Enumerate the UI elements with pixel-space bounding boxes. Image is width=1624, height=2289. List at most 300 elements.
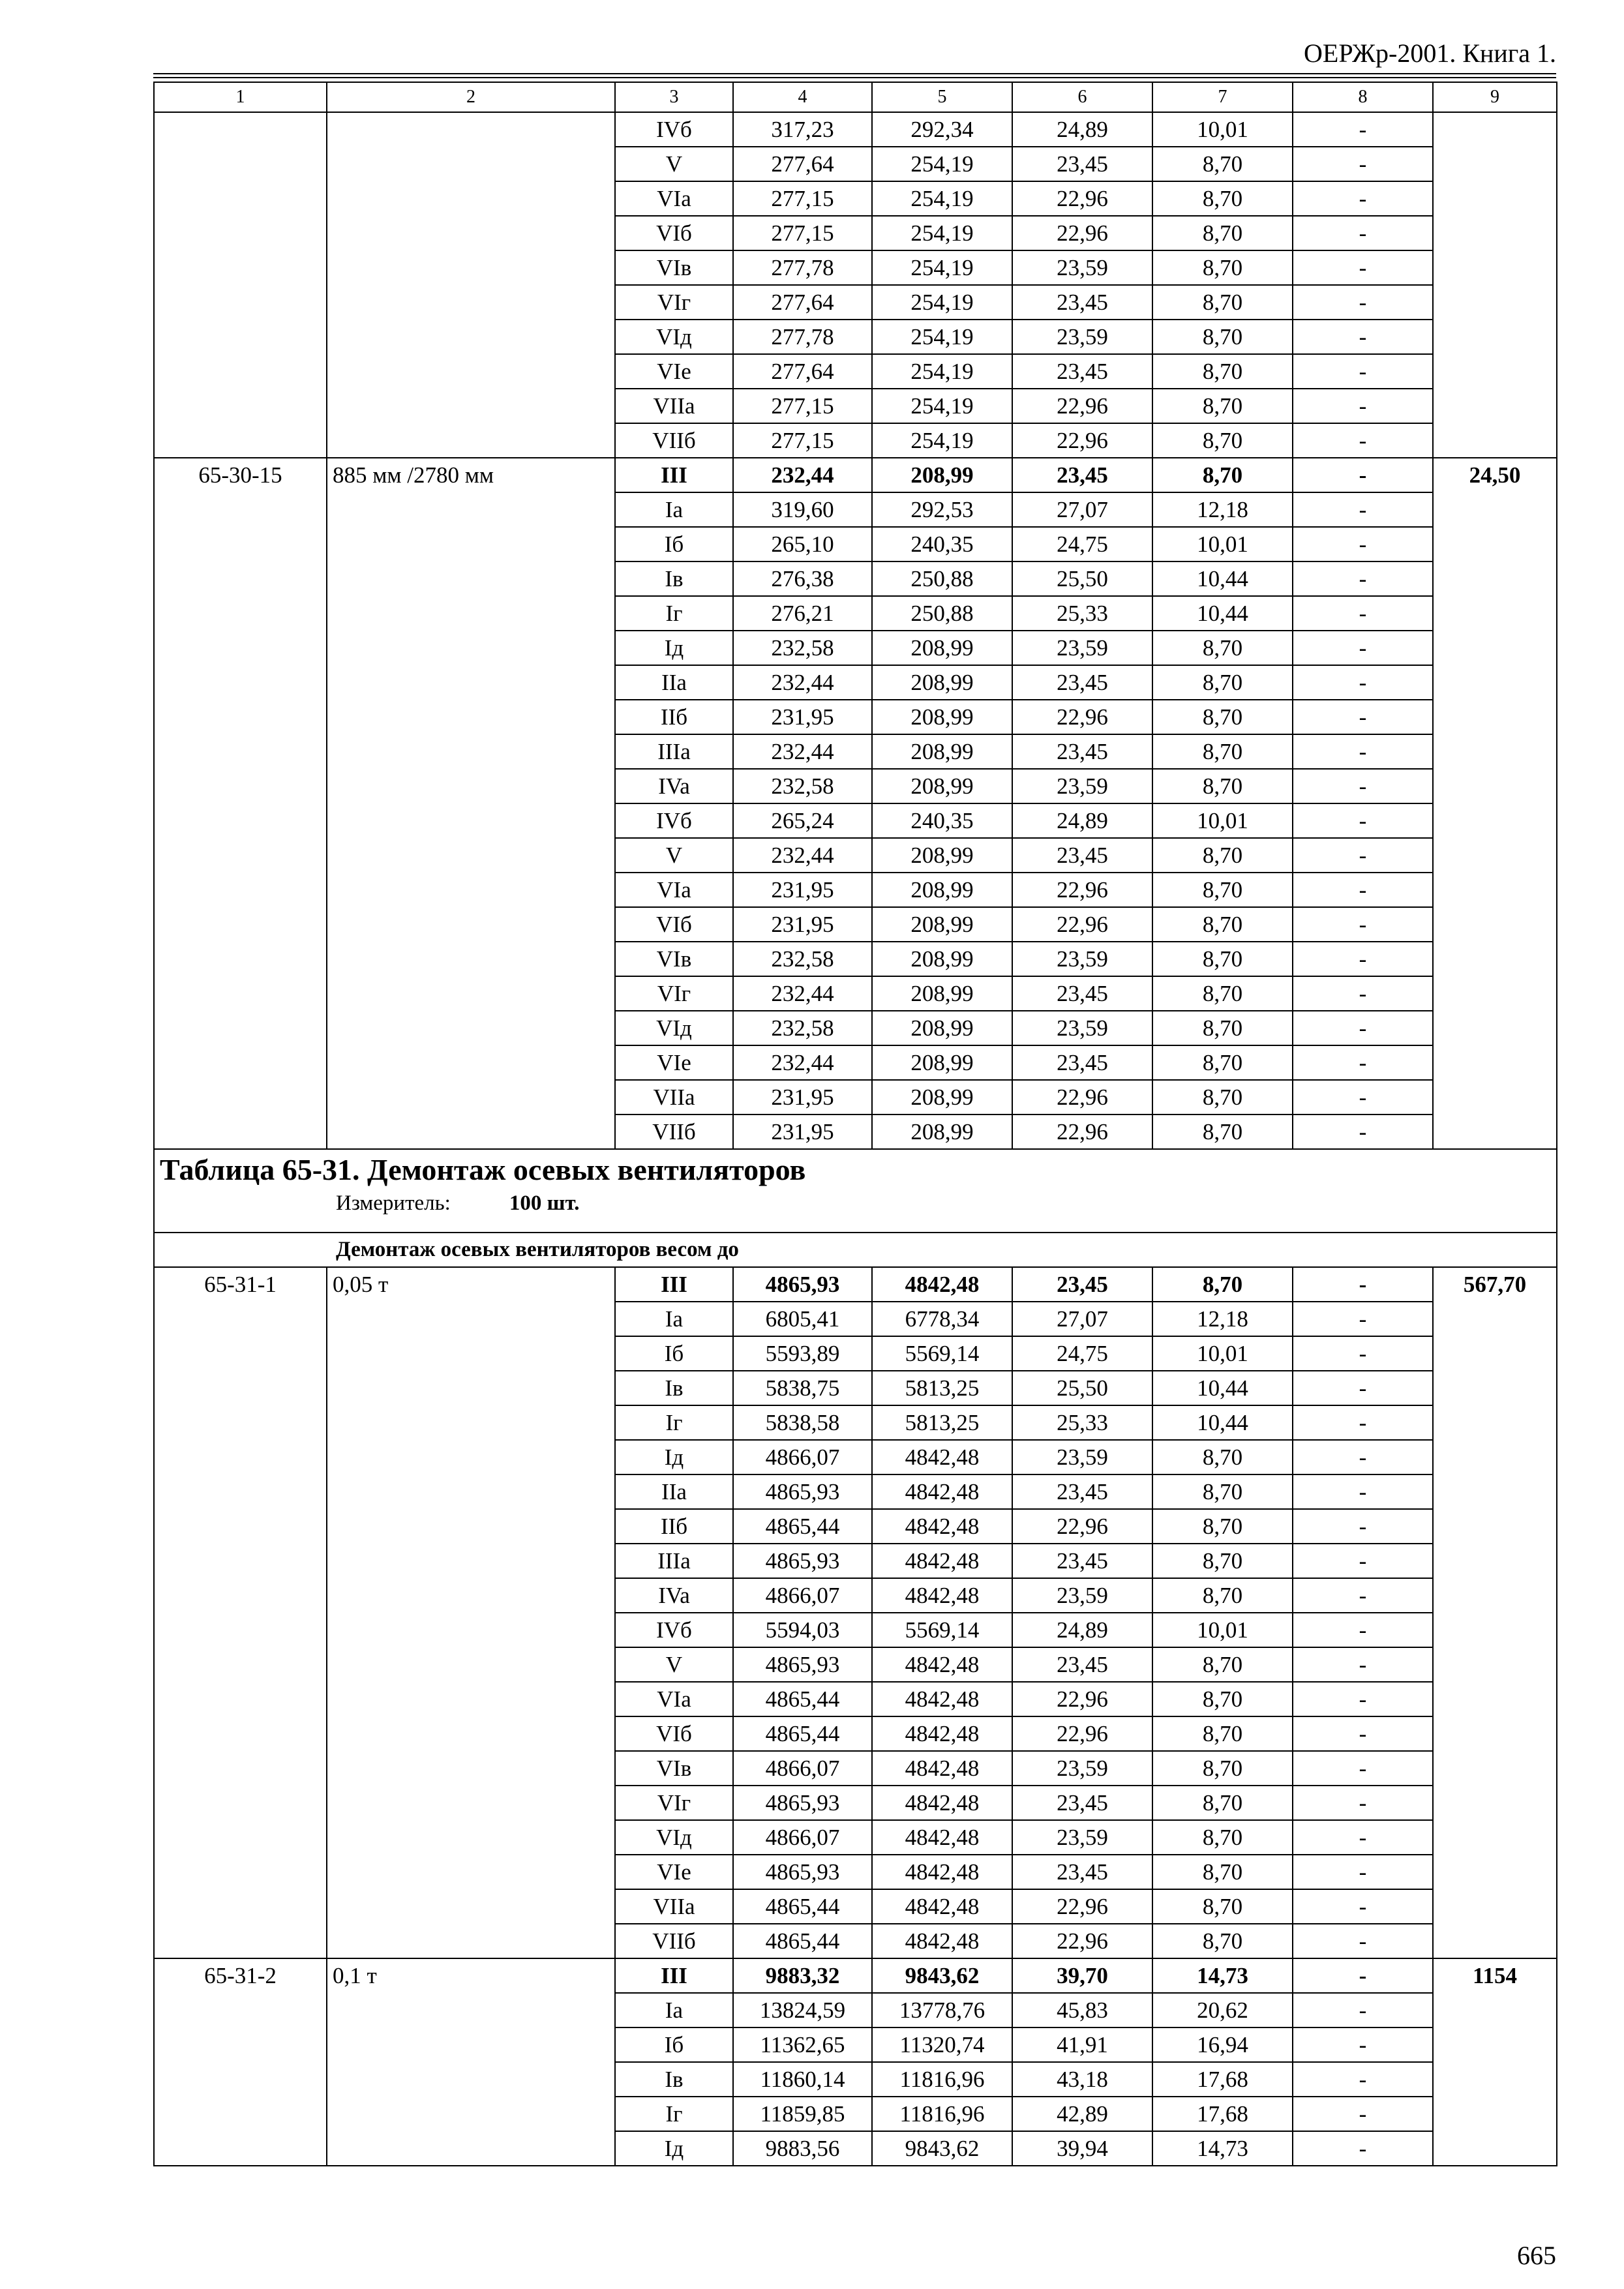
col-4: 5838,75 <box>733 1371 872 1405</box>
col-5: 208,99 <box>872 700 1012 734</box>
col-8: - <box>1293 700 1433 734</box>
col-7: 8,70 <box>1152 1889 1293 1924</box>
col-7: 8,70 <box>1152 320 1293 354</box>
col-6: 25,33 <box>1012 1405 1152 1440</box>
col-7: 8,70 <box>1152 873 1293 907</box>
column-number: 9 <box>1433 82 1557 112</box>
table-title: Таблица 65-31. Демонтаж осевых вентиляторов <box>160 1153 806 1186</box>
col-4: 9883,56 <box>733 2131 872 2166</box>
zone: VIд <box>615 1820 733 1855</box>
col-5: 208,99 <box>872 907 1012 942</box>
col-7: 8,70 <box>1152 1578 1293 1613</box>
col-6: 25,50 <box>1012 1371 1152 1405</box>
col-4: 4866,07 <box>733 1578 872 1613</box>
col-8: - <box>1293 320 1433 354</box>
col-4: 232,58 <box>733 1011 872 1045</box>
col-6: 22,96 <box>1012 1716 1152 1751</box>
zone: VIб <box>615 907 733 942</box>
zone: III <box>615 1267 733 1302</box>
col-8: - <box>1293 1647 1433 1682</box>
col-7: 8,70 <box>1152 389 1293 423</box>
col-7: 10,01 <box>1152 803 1293 838</box>
table-row <box>154 112 1557 147</box>
col-6: 22,96 <box>1012 1115 1152 1149</box>
zone: Iб <box>615 527 733 561</box>
col-7: 8,70 <box>1152 1820 1293 1855</box>
col-4: 265,10 <box>733 527 872 561</box>
zone: Iд <box>615 631 733 665</box>
col-7: 14,73 <box>1152 1958 1293 1993</box>
col-6: 45,83 <box>1012 1993 1152 2027</box>
col-6: 23,59 <box>1012 942 1152 976</box>
col-5: 4842,48 <box>872 1855 1012 1889</box>
zone: VIIa <box>615 1080 733 1115</box>
col-7: 10,01 <box>1152 527 1293 561</box>
col-5: 254,19 <box>872 250 1012 285</box>
col-8: - <box>1293 458 1433 492</box>
col-4: 277,15 <box>733 216 872 250</box>
col-4: 4865,44 <box>733 1682 872 1716</box>
col-7: 8,70 <box>1152 285 1293 320</box>
col-8: - <box>1293 147 1433 181</box>
col-6: 22,96 <box>1012 389 1152 423</box>
col-7: 8,70 <box>1152 1682 1293 1716</box>
col-5: 254,19 <box>872 181 1012 216</box>
col-4: 11859,85 <box>733 2097 872 2131</box>
col-7: 8,70 <box>1152 1924 1293 1958</box>
col-4: 4865,44 <box>733 1716 872 1751</box>
col-4: 277,78 <box>733 320 872 354</box>
column-number: 1 <box>154 82 327 112</box>
col-6: 23,45 <box>1012 147 1152 181</box>
col-8: - <box>1293 1578 1433 1613</box>
rate-name: 0,1 т <box>327 1958 615 2166</box>
col-5: 208,99 <box>872 838 1012 873</box>
col-6: 22,96 <box>1012 423 1152 458</box>
col-5: 4842,48 <box>872 1889 1012 1924</box>
col-5: 254,19 <box>872 320 1012 354</box>
col-6: 27,07 <box>1012 1302 1152 1336</box>
col-8: - <box>1293 1405 1433 1440</box>
col-4: 4865,93 <box>733 1786 872 1820</box>
col-8: - <box>1293 389 1433 423</box>
col-4: 4865,93 <box>733 1474 872 1509</box>
col-7: 8,70 <box>1152 1751 1293 1786</box>
col-6: 23,45 <box>1012 1855 1152 1889</box>
zone: V <box>615 1647 733 1682</box>
column-numbers-row <box>154 82 1557 112</box>
column-number: 8 <box>1293 82 1433 112</box>
col-7: 8,70 <box>1152 1440 1293 1474</box>
col-7: 8,70 <box>1152 700 1293 734</box>
col-5: 208,99 <box>872 769 1012 803</box>
col-4: 13824,59 <box>733 1993 872 2027</box>
zone: IVб <box>615 112 733 147</box>
col-5: 254,19 <box>872 216 1012 250</box>
column-number: 6 <box>1012 82 1152 112</box>
col-4: 277,78 <box>733 250 872 285</box>
col-6: 24,89 <box>1012 112 1152 147</box>
zone: VIв <box>615 250 733 285</box>
col-4: 232,44 <box>733 458 872 492</box>
col-7: 17,68 <box>1152 2097 1293 2131</box>
col-6: 24,75 <box>1012 1336 1152 1371</box>
col-5: 11816,96 <box>872 2097 1012 2131</box>
col-6: 23,45 <box>1012 285 1152 320</box>
col-6: 23,59 <box>1012 1578 1152 1613</box>
col-7: 8,70 <box>1152 631 1293 665</box>
rate-name <box>327 112 615 458</box>
col-5: 5813,25 <box>872 1371 1012 1405</box>
col-6: 22,96 <box>1012 1080 1152 1115</box>
col-8: - <box>1293 631 1433 665</box>
col-6: 22,96 <box>1012 1889 1152 1924</box>
col-5: 4842,48 <box>872 1716 1012 1751</box>
zone: Iг <box>615 1405 733 1440</box>
col-6: 23,45 <box>1012 976 1152 1011</box>
col-8: - <box>1293 2027 1433 2062</box>
col-6: 23,59 <box>1012 1820 1152 1855</box>
col-5: 9843,62 <box>872 2131 1012 2166</box>
col-7: 10,01 <box>1152 1336 1293 1371</box>
col-7: 10,01 <box>1152 1613 1293 1647</box>
col-7: 8,70 <box>1152 1115 1293 1149</box>
col-7: 8,70 <box>1152 1716 1293 1751</box>
col-5: 208,99 <box>872 942 1012 976</box>
col-4: 11860,14 <box>733 2062 872 2097</box>
col-6: 22,96 <box>1012 181 1152 216</box>
zone: VIв <box>615 1751 733 1786</box>
col-6: 23,59 <box>1012 250 1152 285</box>
col-5: 9843,62 <box>872 1958 1012 1993</box>
col-6: 22,96 <box>1012 907 1152 942</box>
col-5: 292,34 <box>872 112 1012 147</box>
col-5: 292,53 <box>872 492 1012 527</box>
rate-code: 65-31-1 <box>154 1267 327 1958</box>
col-8: - <box>1293 907 1433 942</box>
col-7: 8,70 <box>1152 354 1293 389</box>
col-4: 5593,89 <box>733 1336 872 1371</box>
col-4: 231,95 <box>733 700 872 734</box>
zone: V <box>615 838 733 873</box>
col-4: 277,15 <box>733 423 872 458</box>
col-8: - <box>1293 1613 1433 1647</box>
col-5: 254,19 <box>872 354 1012 389</box>
col-8: - <box>1293 1716 1433 1751</box>
col-7: 17,68 <box>1152 2062 1293 2097</box>
zone: Ia <box>615 492 733 527</box>
col-4: 232,58 <box>733 942 872 976</box>
col-8: - <box>1293 1924 1433 1958</box>
col-5: 5813,25 <box>872 1405 1012 1440</box>
col-4: 232,58 <box>733 631 872 665</box>
col-9: 24,50 <box>1433 458 1557 1149</box>
col-6: 24,75 <box>1012 527 1152 561</box>
col-7: 8,70 <box>1152 423 1293 458</box>
col-7: 8,70 <box>1152 1474 1293 1509</box>
col-6: 23,45 <box>1012 1267 1152 1302</box>
col-9 <box>1433 112 1557 458</box>
col-5: 13778,76 <box>872 1993 1012 2027</box>
col-6: 23,45 <box>1012 354 1152 389</box>
col-6: 23,59 <box>1012 1011 1152 1045</box>
col-6: 22,96 <box>1012 1924 1152 1958</box>
col-8: - <box>1293 769 1433 803</box>
zone: VIe <box>615 354 733 389</box>
col-5: 254,19 <box>872 423 1012 458</box>
col-6: 22,96 <box>1012 700 1152 734</box>
col-7: 12,18 <box>1152 1302 1293 1336</box>
zone: IIб <box>615 700 733 734</box>
zone: IIIa <box>615 734 733 769</box>
col-4: 4865,44 <box>733 1924 872 1958</box>
col-5: 208,99 <box>872 631 1012 665</box>
col-6: 23,45 <box>1012 1786 1152 1820</box>
col-8: - <box>1293 1786 1433 1820</box>
zone: Iг <box>615 2097 733 2131</box>
col-5: 4842,48 <box>872 1578 1012 1613</box>
col-6: 22,96 <box>1012 216 1152 250</box>
col-8: - <box>1293 354 1433 389</box>
col-8: - <box>1293 2062 1433 2097</box>
zone: Iб <box>615 1336 733 1371</box>
col-5: 6778,34 <box>872 1302 1012 1336</box>
col-8: - <box>1293 423 1433 458</box>
col-6: 23,59 <box>1012 631 1152 665</box>
col-8: - <box>1293 1889 1433 1924</box>
zone: VIe <box>615 1045 733 1080</box>
col-7: 8,70 <box>1152 1855 1293 1889</box>
col-6: 23,45 <box>1012 734 1152 769</box>
table-row <box>154 458 1557 492</box>
col-4: 277,64 <box>733 285 872 320</box>
zone: IIIa <box>615 1544 733 1578</box>
zone: VIe <box>615 1855 733 1889</box>
col-4: 232,44 <box>733 1045 872 1080</box>
zone: VIб <box>615 1716 733 1751</box>
col-6: 39,94 <box>1012 2131 1152 2166</box>
zone: III <box>615 1958 733 1993</box>
col-7: 8,70 <box>1152 1045 1293 1080</box>
col-6: 42,89 <box>1012 2097 1152 2131</box>
col-6: 24,89 <box>1012 803 1152 838</box>
col-7: 8,70 <box>1152 216 1293 250</box>
col-5: 254,19 <box>872 389 1012 423</box>
col-8: - <box>1293 1371 1433 1405</box>
col-8: - <box>1293 1958 1433 1993</box>
rate-name: 0,05 т <box>327 1267 615 1958</box>
col-8: - <box>1293 285 1433 320</box>
zone: Iв <box>615 1371 733 1405</box>
rate-name: 885 мм /2780 мм <box>327 458 615 1149</box>
zone: VIIб <box>615 423 733 458</box>
col-9: 567,70 <box>1433 1267 1557 1958</box>
col-7: 8,70 <box>1152 147 1293 181</box>
col-4: 11362,65 <box>733 2027 872 2062</box>
col-7: 14,73 <box>1152 2131 1293 2166</box>
rates-table <box>153 82 1557 2166</box>
col-7: 10,44 <box>1152 561 1293 596</box>
col-7: 8,70 <box>1152 838 1293 873</box>
col-5: 208,99 <box>872 873 1012 907</box>
col-4: 277,15 <box>733 181 872 216</box>
col-6: 22,96 <box>1012 873 1152 907</box>
col-8: - <box>1293 561 1433 596</box>
col-5: 208,99 <box>872 665 1012 700</box>
col-4: 232,44 <box>733 838 872 873</box>
col-5: 254,19 <box>872 285 1012 320</box>
col-7: 8,70 <box>1152 1647 1293 1682</box>
zone: IIa <box>615 665 733 700</box>
col-7: 10,44 <box>1152 596 1293 631</box>
col-4: 317,23 <box>733 112 872 147</box>
col-7: 8,70 <box>1152 181 1293 216</box>
col-7: 8,70 <box>1152 1080 1293 1115</box>
col-8: - <box>1293 1993 1433 2027</box>
col-8: - <box>1293 1011 1433 1045</box>
col-4: 4865,44 <box>733 1509 872 1544</box>
col-5: 4842,48 <box>872 1751 1012 1786</box>
col-7: 20,62 <box>1152 1993 1293 2027</box>
column-number: 7 <box>1152 82 1293 112</box>
col-8: - <box>1293 1474 1433 1509</box>
col-5: 4842,48 <box>872 1820 1012 1855</box>
zone: Iв <box>615 561 733 596</box>
col-6: 24,89 <box>1012 1613 1152 1647</box>
col-5: 240,35 <box>872 803 1012 838</box>
zone: VIг <box>615 285 733 320</box>
col-8: - <box>1293 527 1433 561</box>
zone: Iд <box>615 2131 733 2166</box>
col-8: - <box>1293 1509 1433 1544</box>
rate-code <box>154 112 327 458</box>
col-4: 231,95 <box>733 873 872 907</box>
col-8: - <box>1293 1682 1433 1716</box>
col-5: 4842,48 <box>872 1267 1012 1302</box>
col-5: 4842,48 <box>872 1474 1012 1509</box>
col-6: 23,45 <box>1012 458 1152 492</box>
zone: IVб <box>615 1613 733 1647</box>
column-number: 5 <box>872 82 1012 112</box>
col-6: 39,70 <box>1012 1958 1152 1993</box>
col-7: 12,18 <box>1152 492 1293 527</box>
col-4: 231,95 <box>733 1080 872 1115</box>
col-6: 23,45 <box>1012 1045 1152 1080</box>
col-4: 319,60 <box>733 492 872 527</box>
col-7: 8,70 <box>1152 1267 1293 1302</box>
col-4: 276,38 <box>733 561 872 596</box>
zone: VIa <box>615 181 733 216</box>
col-5: 11320,74 <box>872 2027 1012 2062</box>
col-9: 1154 <box>1433 1958 1557 2166</box>
col-5: 240,35 <box>872 527 1012 561</box>
col-4: 4865,93 <box>733 1647 872 1682</box>
column-number: 3 <box>615 82 733 112</box>
col-4: 6805,41 <box>733 1302 872 1336</box>
col-5: 4842,48 <box>872 1786 1012 1820</box>
col-8: - <box>1293 803 1433 838</box>
col-8: - <box>1293 734 1433 769</box>
unit-label: Измеритель: <box>336 1191 451 1215</box>
col-4: 4866,07 <box>733 1440 872 1474</box>
col-7: 8,70 <box>1152 250 1293 285</box>
zone: VIг <box>615 1786 733 1820</box>
zone: IVa <box>615 1578 733 1613</box>
rate-code: 65-30-15 <box>154 458 327 1149</box>
col-4: 5594,03 <box>733 1613 872 1647</box>
col-7: 16,94 <box>1152 2027 1293 2062</box>
zone: IVб <box>615 803 733 838</box>
col-5: 4842,48 <box>872 1440 1012 1474</box>
col-5: 208,99 <box>872 1115 1012 1149</box>
col-5: 250,88 <box>872 561 1012 596</box>
col-7: 10,44 <box>1152 1405 1293 1440</box>
table-title-block <box>154 1149 1557 1233</box>
running-header: ОЕРЖр-2001. Книга 1. <box>1304 38 1556 68</box>
col-4: 231,95 <box>733 907 872 942</box>
col-5: 208,99 <box>872 1011 1012 1045</box>
zone: III <box>615 458 733 492</box>
col-7: 8,70 <box>1152 458 1293 492</box>
col-8: - <box>1293 2097 1433 2131</box>
col-6: 23,45 <box>1012 1474 1152 1509</box>
zone: IVa <box>615 769 733 803</box>
zone: Iг <box>615 596 733 631</box>
zone: Iд <box>615 1440 733 1474</box>
header-rule <box>153 73 1556 78</box>
col-7: 8,70 <box>1152 976 1293 1011</box>
col-7: 8,70 <box>1152 1509 1293 1544</box>
col-7: 10,01 <box>1152 112 1293 147</box>
col-6: 25,33 <box>1012 596 1152 631</box>
col-5: 208,99 <box>872 1045 1012 1080</box>
zone: VIa <box>615 873 733 907</box>
col-4: 4865,93 <box>733 1855 872 1889</box>
col-4: 9883,32 <box>733 1958 872 1993</box>
col-7: 8,70 <box>1152 769 1293 803</box>
col-5: 4842,48 <box>872 1647 1012 1682</box>
rate-code: 65-31-2 <box>154 1958 327 2166</box>
col-8: - <box>1293 1544 1433 1578</box>
col-4: 232,44 <box>733 734 872 769</box>
col-4: 4865,93 <box>733 1267 872 1302</box>
col-8: - <box>1293 838 1433 873</box>
col-8: - <box>1293 2131 1433 2166</box>
zone: VIIa <box>615 1889 733 1924</box>
col-7: 8,70 <box>1152 1544 1293 1578</box>
col-5: 11816,96 <box>872 2062 1012 2097</box>
col-4: 4865,44 <box>733 1889 872 1924</box>
col-6: 23,45 <box>1012 1544 1152 1578</box>
col-4: 232,58 <box>733 769 872 803</box>
col-8: - <box>1293 1302 1433 1336</box>
col-8: - <box>1293 976 1433 1011</box>
col-6: 41,91 <box>1012 2027 1152 2062</box>
col-4: 265,24 <box>733 803 872 838</box>
col-5: 5569,14 <box>872 1613 1012 1647</box>
unit-line <box>336 1193 1551 1214</box>
zone: Ia <box>615 1302 733 1336</box>
col-8: - <box>1293 1267 1433 1302</box>
col-7: 8,70 <box>1152 907 1293 942</box>
col-6: 23,45 <box>1012 838 1152 873</box>
table-row <box>154 1958 1557 1993</box>
zone: VIд <box>615 1011 733 1045</box>
col-8: - <box>1293 1855 1433 1889</box>
col-7: 8,70 <box>1152 1786 1293 1820</box>
zone: IIб <box>615 1509 733 1544</box>
zone: VIв <box>615 942 733 976</box>
